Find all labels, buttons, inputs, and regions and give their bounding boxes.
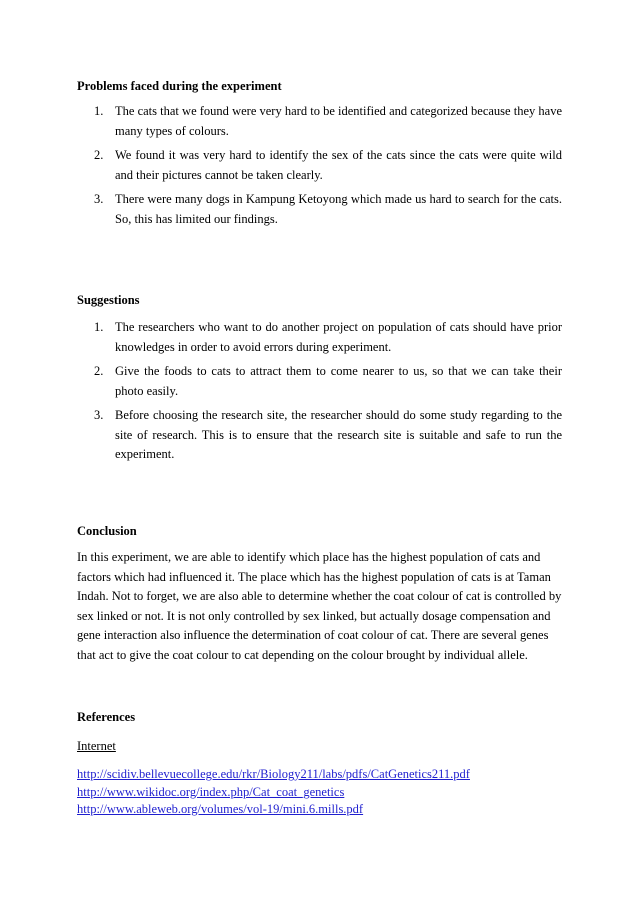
list-number: 3.: [94, 192, 104, 206]
list-item-text: Give the foods to cats to attract them to come nearer to us, so that we can take their photo easily.: [115, 364, 562, 398]
suggestions-heading: Suggestions: [77, 293, 140, 307]
problems-list: [77, 102, 562, 234]
reference-link-2[interactable]: http://www.wikidoc.org/index.php/Cat_coat_genetics: [77, 784, 345, 799]
list-number: 2.: [94, 364, 104, 378]
list-number: 1.: [94, 320, 104, 334]
references-links: [77, 766, 470, 819]
conclusion-paragraph: In this experiment, we are able to identify which place has the highest population of cats and factors which had influenced it. The place which has the highest population of cats is at Taman Indah. Not to forget, we are also able to determine whether the coat colour of cat is controlled by sex linked or not. It is not only controlled by sex linked, but actually dosage compensation and gene interaction also influence the determination of coat colour of cat. There are several genes that act to give the coat colour to cat depending on the colour brought by individual allele.: [77, 550, 562, 662]
list-number: 3.: [94, 408, 104, 422]
conclusion-heading: Conclusion: [77, 524, 137, 538]
references-heading: References: [77, 710, 136, 724]
suggestions-item-2: [77, 362, 562, 401]
list-number: 2.: [94, 148, 104, 162]
list-item-text: Before choosing the research site, the researcher should do some study regarding to the site of research. This is to ensure that the research site is suitable and safe to run the experiment.: [115, 408, 562, 461]
list-item-text: The researchers who want to do another project on population of cats should have prior knowledges in order to avoid errors during experiment.: [115, 320, 562, 354]
problems-item-1: [77, 102, 562, 141]
references-subheading: Internet: [77, 739, 116, 753]
reference-link-1[interactable]: http://scidiv.bellevuecollege.edu/rkr/Biology211/labs/pdfs/CatGenetics211.pdf: [77, 767, 470, 781]
problems-heading: Problems faced during the experiment: [77, 79, 282, 93]
list-item-text: We found it was very hard to identify the sex of the cats since the cats were quite wild and their pictures cannot be taken clearly.: [115, 148, 562, 182]
list-item-text: There were many dogs in Kampung Ketoyong which made us hard to search for the cats. So, this has limited our findings.: [115, 192, 562, 226]
suggestions-list: [77, 318, 562, 470]
list-number: 1.: [94, 104, 104, 118]
reference-link-3[interactable]: http://www.ableweb.org/volumes/vol-19/mini.6.mills.pdf: [77, 802, 364, 816]
suggestions-item-1: [77, 318, 562, 357]
problems-item-2: [77, 146, 562, 185]
problems-item-3: [77, 190, 562, 229]
suggestions-item-3: [77, 406, 562, 465]
list-item-text: The cats that we found were very hard to be identified and categorized because they have many types of colours.: [115, 104, 562, 138]
